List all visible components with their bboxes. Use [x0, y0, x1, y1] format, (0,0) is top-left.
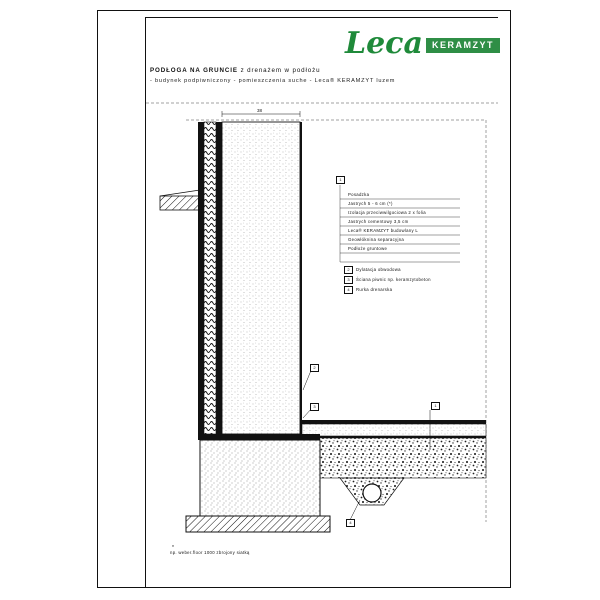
tag-2-drawing: 2: [310, 364, 319, 372]
legend-other-4: Rurka drenarska: [356, 287, 393, 292]
keramzyt-badge: KERAMZYT: [426, 38, 500, 53]
tag-2-legend: 2: [344, 266, 353, 274]
tag-1-legend: 1: [336, 176, 345, 184]
footnote: np. weber.floor 1000 zbrojony siatką: [170, 550, 250, 555]
legend-layer-3: Izolacja przeciwwilgociowa 2 x folia: [348, 210, 426, 215]
tag-4-legend: 4: [344, 286, 353, 294]
tag-3-drawing: 3: [310, 403, 319, 411]
footnote-mark: *: [172, 545, 174, 551]
title-rest: z drenażem w podłożu: [240, 67, 321, 74]
tag-4-drawing: 4: [346, 519, 355, 527]
tag-3-legend: 3: [344, 276, 353, 284]
legend-layer-1: Posadzka: [348, 192, 370, 197]
legend-layer-2: Jastrych 5 - 6 cm (*): [348, 201, 393, 206]
legend-layer-4: Jastrych cementowy 3,5 cm: [348, 219, 409, 224]
title-bold: PODŁOGA NA GRUNCIE: [150, 67, 238, 74]
drawing-subtitle: - budynek podpiwniczony - pomieszczenia suche - Leca® KERAMZYT luzem: [150, 78, 396, 84]
legend-layer-7: Podłoże gruntowe: [348, 246, 388, 251]
tag-1-drawing: 1: [431, 402, 440, 410]
legend-layer-6: Geowłóknina separacyjna: [348, 237, 405, 242]
leca-logo: Leca: [345, 26, 423, 61]
legend-other-3: Ściana piwnic np. keramzytobeton: [356, 277, 431, 282]
legend-other-2: Dylatacja obwodowa: [356, 267, 401, 272]
dimension-label: 38: [257, 108, 263, 113]
legend-layer-5: Leca® KERAMZYT budowlany L: [348, 228, 419, 233]
